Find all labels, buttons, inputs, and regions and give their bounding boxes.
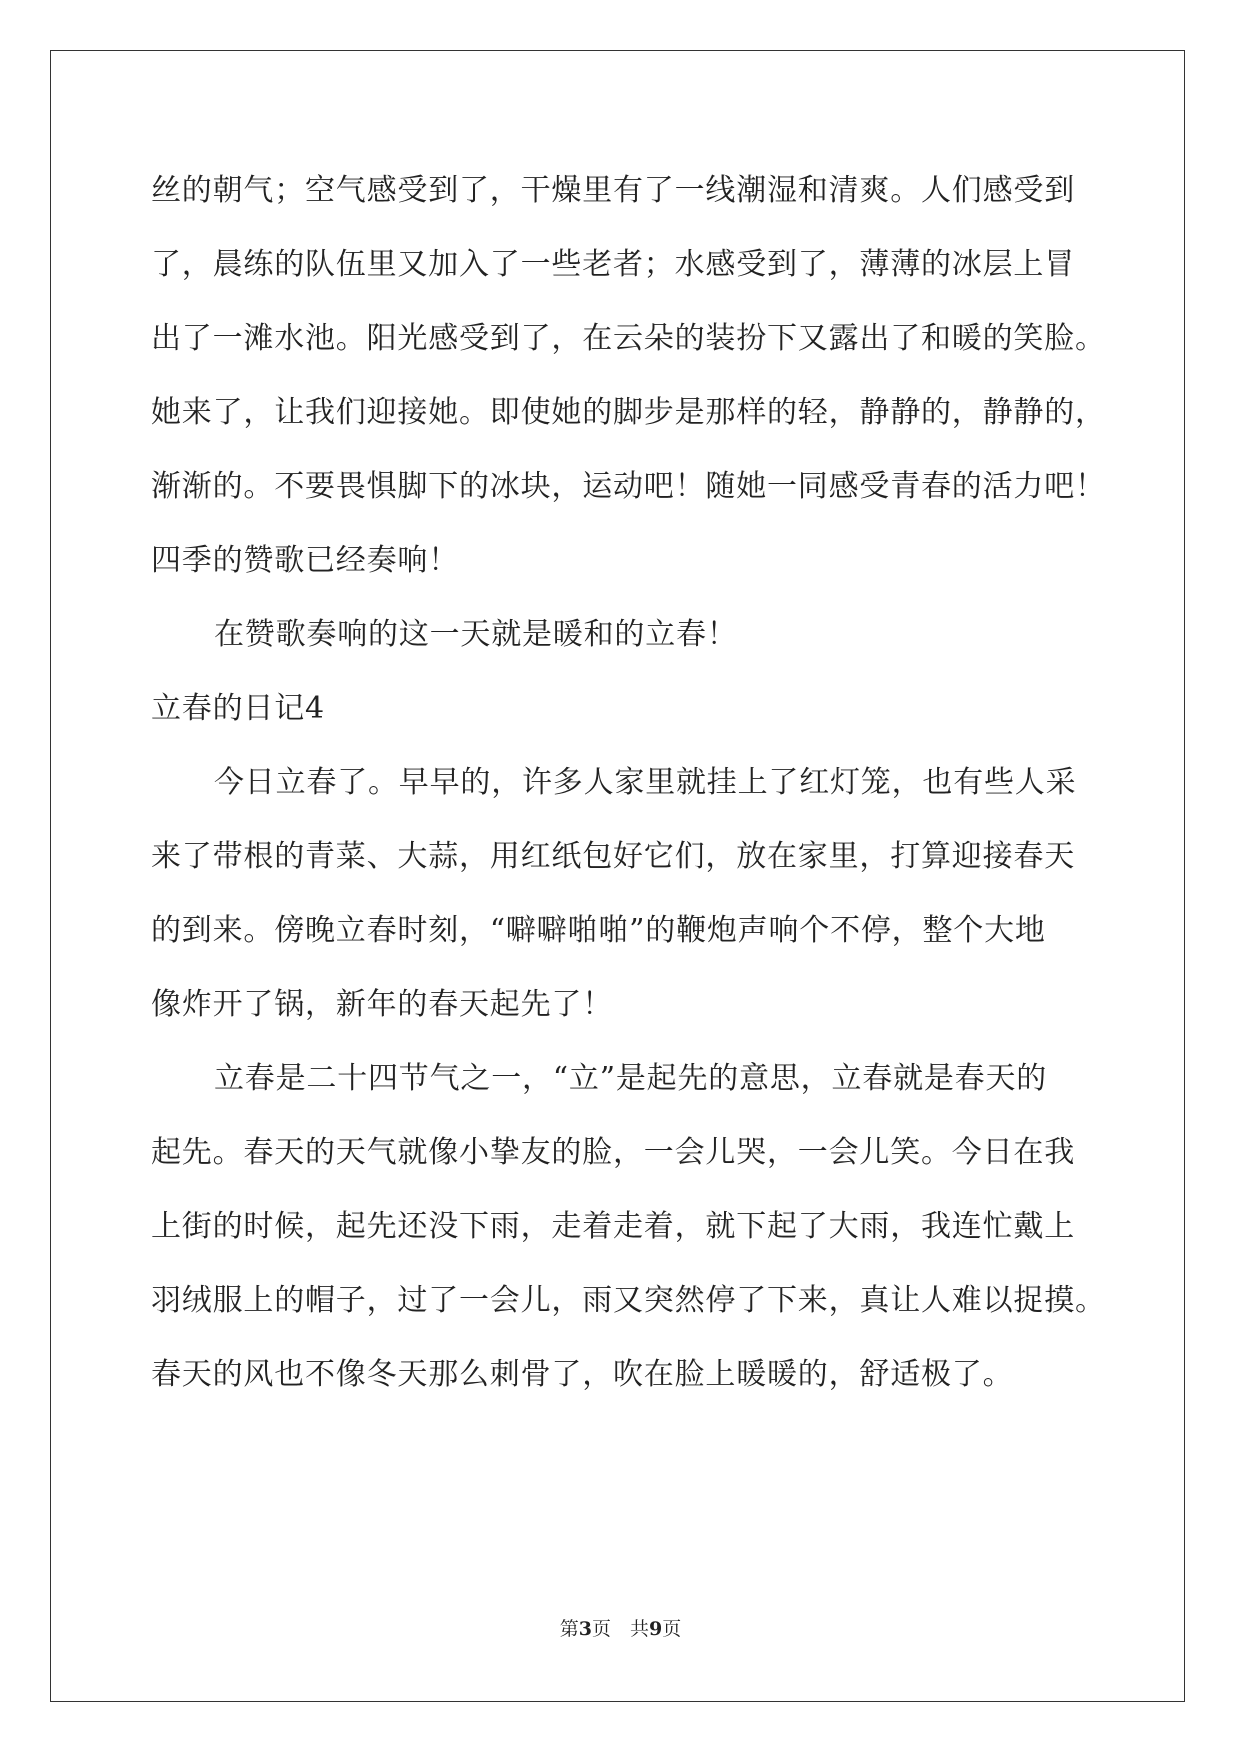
section-heading: 立春的日记4	[151, 691, 325, 726]
paragraph-line: 丝的朝气；空气感受到了，干燥里有了一线潮湿和清爽。人们感受到	[151, 173, 1075, 208]
paragraph-line: 春天的风也不像冬天那么刺骨了，吹在脸上暖暖的，舒适极了。	[151, 1357, 1014, 1392]
paragraph-line: 像炸开了锅，新年的春天起先了！	[151, 987, 613, 1022]
paragraph-line: 出了一滩水池。阳光感受到了，在云朵的装扮下又露出了和暖的笑脸。	[151, 321, 1106, 356]
paragraph-line: 了，晨练的队伍里又加入了一些老者；水感受到了，薄薄的冰层上冒	[151, 247, 1075, 282]
paragraph-line: 立春是二十四节气之一，“立”是起先的意思，立春就是春天的	[214, 1061, 1048, 1096]
page-prefix: 第	[559, 1618, 579, 1640]
paragraph-line: 起先。春天的天气就像小挚友的脸，一会儿哭，一会儿笑。今日在我	[151, 1135, 1075, 1170]
page-footer	[0, 1617, 1241, 1641]
page-current-number: 3	[578, 1618, 592, 1640]
paragraph-line: 在赞歌奏响的这一天就是暖和的立春！	[214, 617, 738, 652]
paragraph-line: 的到来。傍晚立春时刻，“噼噼啪啪”的鞭炮声响个不停，整个大地	[151, 913, 1046, 948]
paragraph-line: 渐渐的。不要畏惧脚下的冰块，运动吧！随她一同感受青春的活力吧！	[151, 469, 1106, 504]
paragraph-line: 四季的赞歌已经奏响！	[151, 543, 459, 578]
paragraph-line: 羽绒服上的帽子，过了一会儿，雨又突然停了下来，真让人难以捉摸。	[151, 1283, 1106, 1318]
page-mid-text: 页 共	[591, 1618, 649, 1640]
page-suffix: 页	[662, 1618, 682, 1640]
paragraph-line: 来了带根的青菜、大蒜，用红纸包好它们，放在家里，打算迎接春天	[151, 839, 1075, 874]
page-total-number: 9	[649, 1618, 663, 1640]
paragraph-line: 上街的时候，起先还没下雨，走着走着，就下起了大雨，我连忙戴上	[151, 1209, 1075, 1244]
paragraph-line: 今日立春了。早早的，许多人家里就挂上了红灯笼，也有些人采	[214, 765, 1077, 800]
paragraph-line: 她来了，让我们迎接她。即使她的脚步是那样的轻，静静的，静静的，	[151, 395, 1106, 430]
